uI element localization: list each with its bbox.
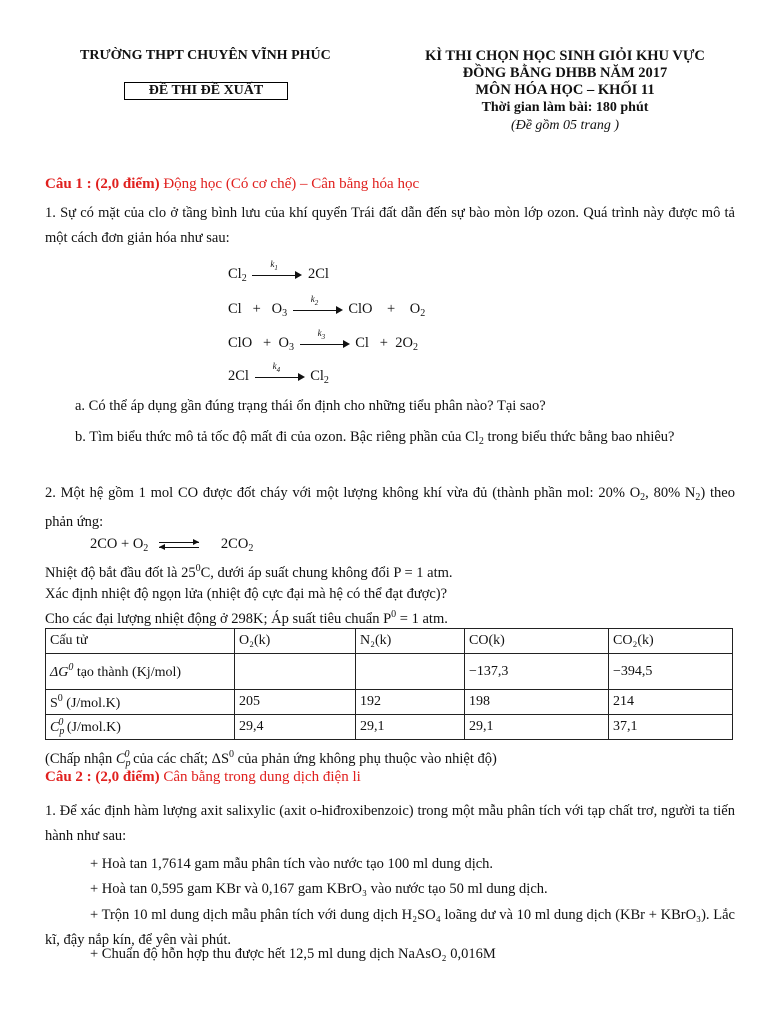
equilibrium-arrow-icon <box>159 539 199 551</box>
table-cell <box>356 654 465 690</box>
q1-heading <box>45 176 419 193</box>
school-name: TRƯỜNG THPT CHUYÊN VĨNH PHÚC <box>80 48 331 63</box>
table-cell: 29,4 <box>235 715 356 740</box>
heat-capacity-symbol: $C_p^0$ <box>115 749 131 769</box>
delta-g-symbol: $\Delta G^0$ <box>50 662 74 680</box>
exam-time: Thời gian làm bài: 180 phút <box>481 100 649 115</box>
table-header: Cấu tử <box>46 629 235 654</box>
table-cell: 214 <box>609 690 733 715</box>
reaction-4: 2Cl $k_4$ $Cl_2$ <box>228 360 329 386</box>
rate-arrow-icon: $k_2$ <box>293 304 343 316</box>
q2-heading <box>45 769 361 786</box>
table-cell: 29,1 <box>465 715 609 740</box>
table-cell: 198 <box>465 690 609 715</box>
q2-step-3: + Trộn 10 ml dung dịch mẫu phân tích với dung dịch H₂SO₄ loãng dư và 10 ml dung dịch (KBr + KBrO₃). Lắc kĩ, đậy nắp kín, để yên vài phút. <box>45 907 735 948</box>
table-header: N₂(k) <box>356 629 465 654</box>
q2-title: Câu 2 : (2,0 điểm) <box>45 769 160 785</box>
table-header: O₂(k) <box>235 629 356 654</box>
table-cell: $C_p^0$ (J/mol.K) <box>46 715 235 740</box>
table-cell: 192 <box>356 690 465 715</box>
reaction-1: $Cl_2$ $k_1$ 2Cl <box>228 258 329 284</box>
reaction-2: $Cl + O_3$ $k_2$ ClO + $O_2$ <box>228 293 426 319</box>
rate-arrow-icon: $k_1$ <box>252 269 302 281</box>
q1-note: (Chấp nhận $C_p^0$ của các chất; $\Delta S^0$ của phản ứng không phụ thuộc vào nhiệt độ) <box>45 749 497 769</box>
table-header-row <box>46 629 733 654</box>
table-cell: 205 <box>235 690 356 715</box>
thermo-table <box>45 628 733 740</box>
proposal-label: ĐỀ THI ĐỀ XUẤT <box>124 82 288 100</box>
q2-step-2: + Hoà tan 0,595 gam KBr và 0,167 gam KBrO₃ vào nước tạo 50 ml dung dịch. <box>90 881 548 897</box>
table-cell <box>235 654 356 690</box>
exam-title-line1: KÌ THI CHỌN HỌC SINH GIỎI KHU VỰC <box>425 48 705 64</box>
q2-paragraph-1: 1. Để xác định hàm lượng axit salixylic (axit o-hiđroxibenzoic) trong một mẫu phân tích với tạp chất trơ, người ta tiến hành như sau: <box>45 803 735 844</box>
q2-step-1: + Hoà tan 1,7614 gam mẫu phân tích vào nước tạo 100 ml dung dịch. <box>90 856 494 872</box>
given-conditions: Cho các đại lượng nhiệt động ở 298K; Áp suất tiêu chuẩn $P^0 = 1$ atm. <box>45 609 448 627</box>
table-cell: −394,5 <box>609 654 733 690</box>
table-header: CO(k) <box>465 629 609 654</box>
q2-topic: Cân bằng trong dung dịch điện li <box>163 769 361 785</box>
q1-title: Câu 1 : (2,0 điểm) <box>45 176 160 192</box>
combustion-equation: $2CO + O_2$ $2CO_2$ <box>90 536 254 554</box>
table-row <box>46 690 733 715</box>
q1-part-a: a. Có thể áp dụng gần đúng trạng thái ổn định cho những tiểu phân nào? Tại sao? <box>75 398 546 414</box>
table-row <box>46 715 733 740</box>
rate-arrow-icon: $k_4$ <box>255 371 305 383</box>
exam-title-line2: ĐỒNG BẰNG DHBB NĂM 2017 <box>462 65 668 81</box>
table-cell: $S^0$ (J/mol.K) <box>46 690 235 715</box>
initial-temperature: Nhiệt độ bắt đầu đốt là $25^0C$, dưới áp suất chung không đổi P = 1 atm. <box>45 563 453 581</box>
entropy-symbol: $S^0$ <box>50 692 63 711</box>
rate-arrow-icon: $k_3$ <box>300 338 350 350</box>
table-header: CO₂(k) <box>609 629 733 654</box>
q1-part-b: b. Tìm biểu thức mô tả tốc độ mất đi của ozon. Bậc riêng phần của $Cl_2$ trong biểu thức bằng bao nhiêu? <box>75 429 675 447</box>
heat-capacity-symbol: $C_p^0$ <box>50 717 65 737</box>
q1-topic: Động học (Có cơ chế) – Cân bằng hóa học <box>163 176 420 192</box>
table-cell: 29,1 <box>356 715 465 740</box>
table-cell: $\Delta G^0$ tạo thành (Kj/mol) <box>46 654 235 690</box>
flame-temperature-question: Xác định nhiệt độ ngọn lửa (nhiệt độ cực đại mà hệ có thể đạt được)? <box>45 586 448 602</box>
exam-pages: (Đề gồm 05 trang ) <box>510 118 620 133</box>
table-cell: 37,1 <box>609 715 733 740</box>
reaction-3: ClO + $O_3$ $k_3$ $Cl + 2O_2$ <box>228 327 418 353</box>
exam-subject: MÔN HÓA HỌC – KHỐI 11 <box>475 82 655 98</box>
q1-paragraph-2: 2. Một hệ gồm 1 mol CO được đốt cháy với một lượng không khí vừa đủ (thành phần mol: 20% $O_2$, 80% $N_2$) theo phản ứng: <box>45 485 735 530</box>
table-row <box>46 654 733 690</box>
q2-step-4: + Chuẩn độ hỗn hợp thu được hết 12,5 ml dung dịch NaAsO₂ 0,016M <box>90 946 496 962</box>
table-cell: −137,3 <box>465 654 609 690</box>
q1-paragraph-1: 1. Sự có mặt của clo ở tầng bình lưu của khí quyển Trái đất dẫn đến sự bào mòn lớp ozon. Quá trình này được mô tả một cách đơn giản hóa như sau: <box>45 205 735 246</box>
